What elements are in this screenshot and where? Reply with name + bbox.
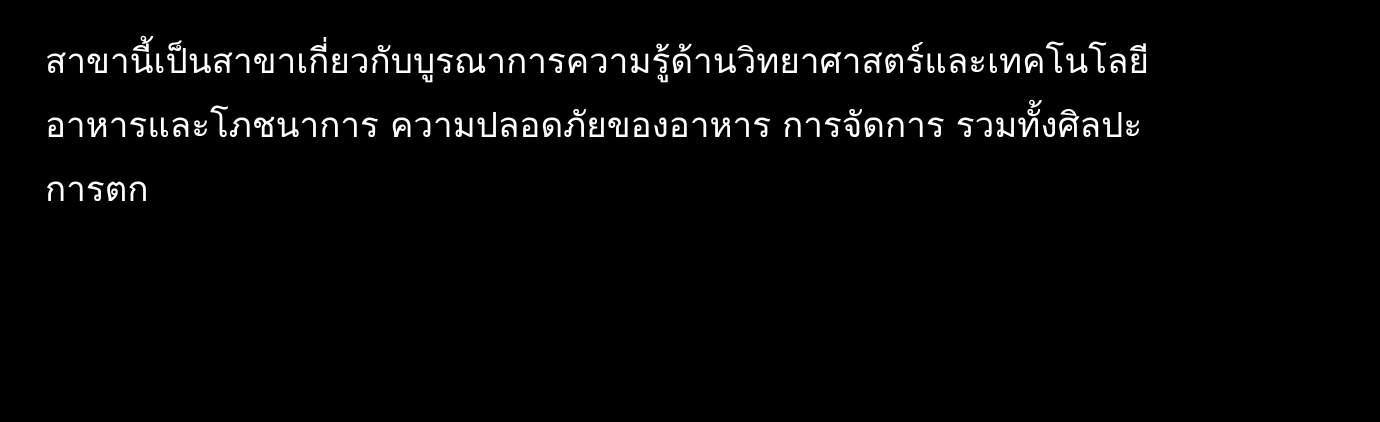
description-text [45,42,1345,234]
description-line-3: การตก [45,170,149,210]
description-line-1: สาขานี้เป็นสาขาเกี่ยวกับบูรณาการความรู้ด้านวิทยาศาสตร์และเทคโนโลยี [45,42,1150,82]
description-line-2: อาหารและโภชนาการ ความปลอดภัยของอาหาร การจัดการ รวมทั้งศิลปะ [45,106,1143,146]
